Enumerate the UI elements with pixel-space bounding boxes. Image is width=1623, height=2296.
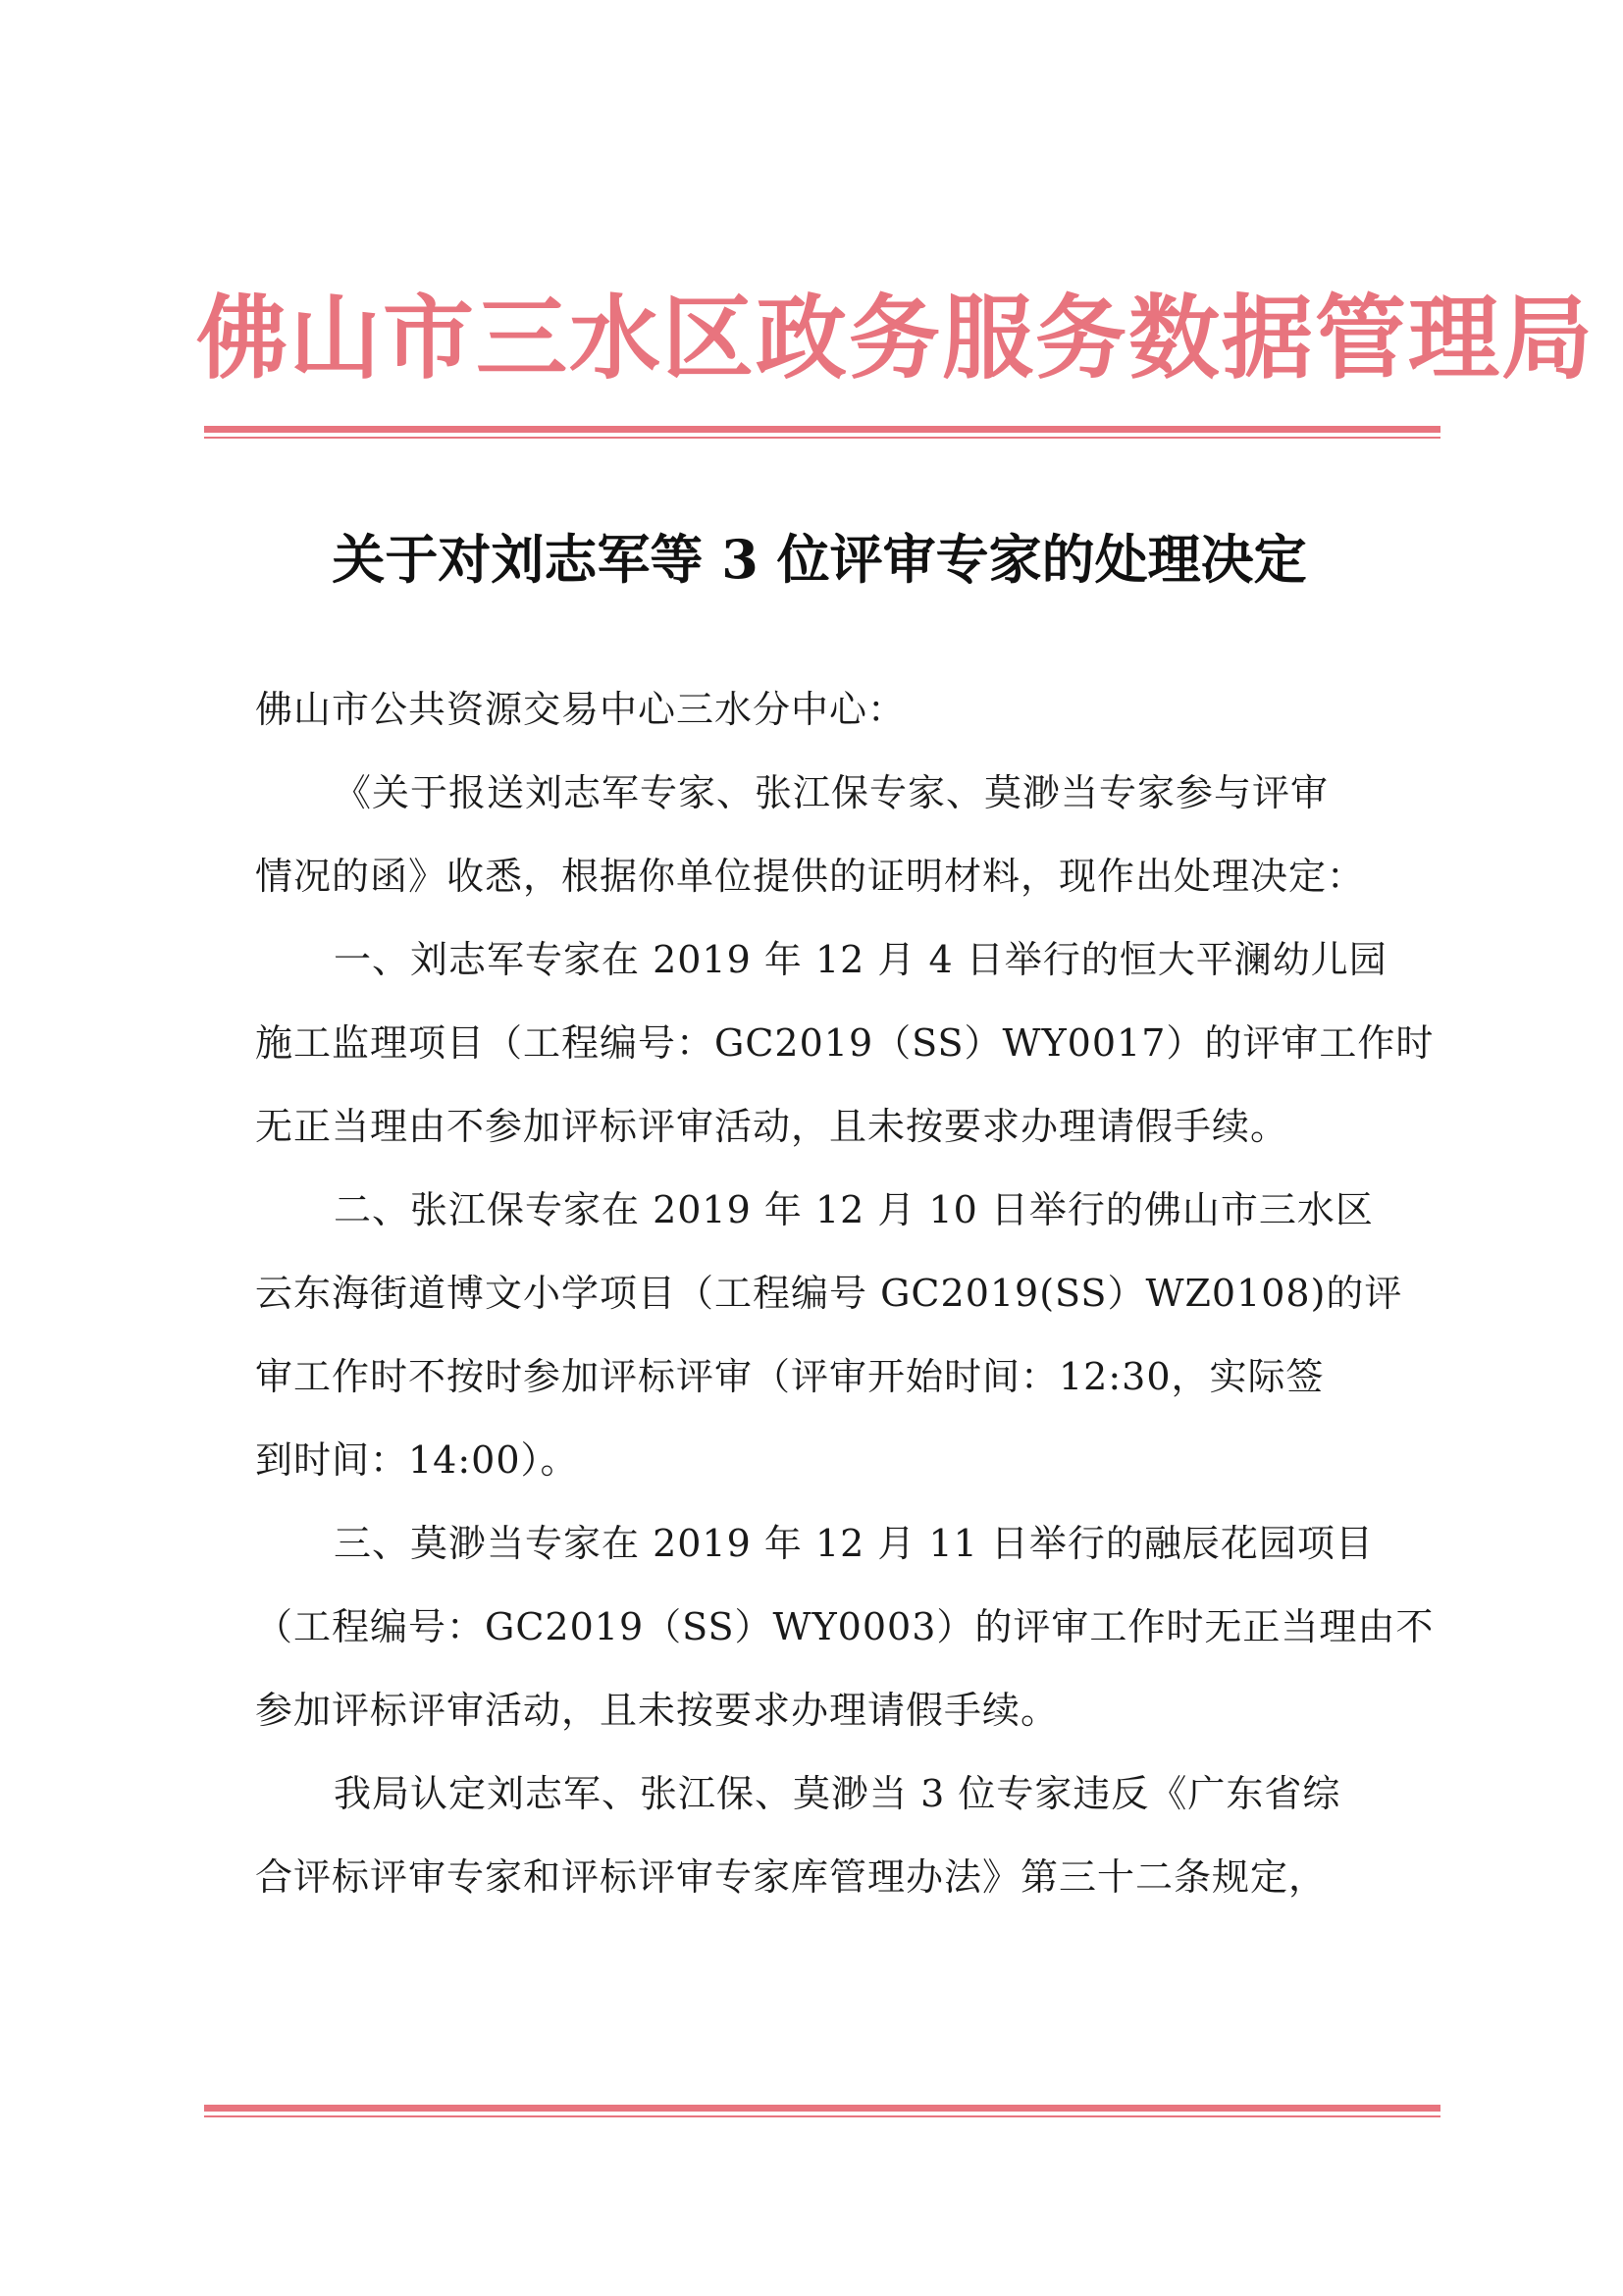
paragraph-line: 到时间：14:00）。 [255, 1438, 579, 1482]
paragraph-line: 施工监理项目（工程编号：GC2019（SS）WY0017）的评审工作时 [255, 1021, 1435, 1065]
header-rule-thin [204, 437, 1440, 439]
header-rule-thick [204, 426, 1440, 433]
paragraph-line: 一、刘志军专家在 2019 年 12 月 4 日举行的恒大平澜幼儿园 [334, 938, 1387, 981]
paragraph-line: 情况的函》收悉，根据你单位提供的证明材料，现作出处理决定： [255, 855, 1366, 898]
footer-rule-thick [204, 2105, 1440, 2112]
paragraph-line: 我局认定刘志军、张江保、莫渺当 3 位专家违反《广东省综 [334, 1772, 1341, 1815]
paragraph-line: （工程编号：GC2019（SS）WY0003）的评审工作时无正当理由不 [255, 1605, 1435, 1648]
paragraph-line: 《关于报送刘志军专家、张江保专家、莫渺当专家参与评审 [334, 771, 1330, 814]
paragraph-line: 参加评标评审活动，且未按要求办理请假手续。 [255, 1689, 1060, 1732]
paragraph-line: 合评标评审专家和评标评审专家库管理办法》第三十二条规定， [255, 1855, 1328, 1899]
paragraph-line: 无正当理由不参加评标评审活动，且未按要求办理请假手续。 [255, 1105, 1289, 1148]
document-title: 关于对刘志军等 3 位评审专家的处理决定 [332, 528, 1307, 591]
footer-rule-thin [204, 2115, 1440, 2117]
paragraph-line: 审工作时不按时参加评标评审（评审开始时间：12:30，实际签 [255, 1355, 1325, 1398]
salutation: 佛山市公共资源交易中心三水分中心： [255, 688, 907, 731]
agency-header: 佛山市三水区政务服务数据管理局 [196, 285, 1595, 391]
paragraph-line: 三、莫渺当专家在 2019 年 12 月 11 日举行的融辰花园项目 [334, 1522, 1374, 1565]
paragraph-line: 二、张江保专家在 2019 年 12 月 10 日举行的佛山市三水区 [334, 1188, 1374, 1231]
paragraph-line: 云东海街道博文小学项目（工程编号 GC2019(SS）WZ0108)的评 [255, 1272, 1403, 1315]
